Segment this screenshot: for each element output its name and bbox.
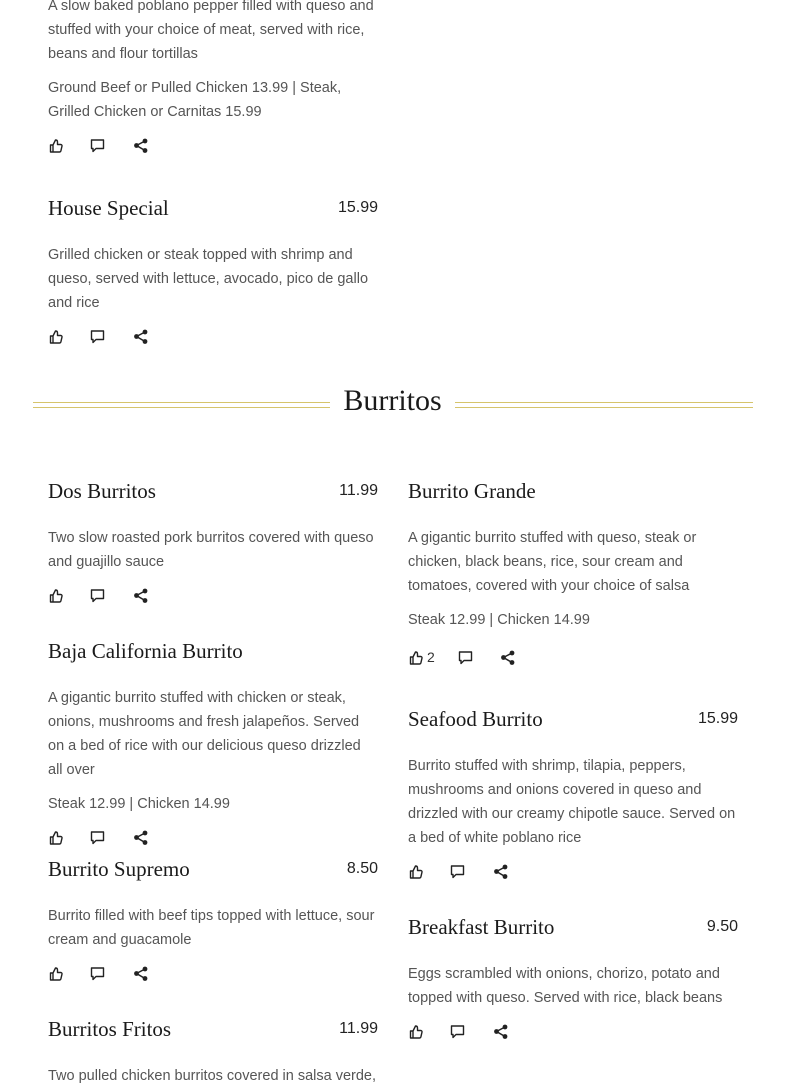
divider: [455, 402, 753, 408]
item-name: House Special: [48, 196, 169, 220]
item-description: Two slow roasted pork burritos covered with queso and guajillo sauce: [48, 530, 374, 570]
comment-button[interactable]: [90, 134, 105, 156]
comment-icon: [90, 966, 105, 981]
comment-button[interactable]: [90, 584, 105, 606]
thumbs-up-icon: [48, 138, 63, 153]
like-button[interactable]: [48, 584, 63, 606]
comment-icon: [450, 1024, 465, 1039]
item-price: 15.99: [697, 710, 738, 727]
item-price-options: Steak 12.99 | Chicken 14.99: [48, 796, 230, 812]
item-price-options: Ground Beef or Pulled Chicken 13.99 | Steak, Grilled Chicken or Carnitas 15.99: [48, 80, 342, 120]
comment-icon: [450, 864, 465, 879]
item-price-options: Steak 12.99 | Chicken 14.99: [408, 612, 590, 628]
like-button[interactable]: [48, 325, 63, 347]
item-price: 11.99: [339, 482, 378, 499]
comment-button[interactable]: [90, 325, 105, 347]
item-actions: [408, 1020, 738, 1042]
comment-icon: [90, 830, 105, 845]
share-button[interactable]: [493, 1020, 508, 1042]
item-description: Grilled chicken or steak topped with shrimp and queso, served with lettuce, avocado, pico de gallo and rice: [48, 247, 369, 311]
item-description: A gigantic burrito stuffed with chicken or steak, onions, mushrooms and fresh jalapeños. Served on a bed of rice with our delicious queso drizzled all over: [48, 690, 361, 778]
comment-button[interactable]: [450, 1020, 465, 1042]
thumbs-up-icon: [48, 329, 63, 344]
item-description: Two pulled chicken burritos covered in salsa verde,: [48, 1068, 377, 1084]
comment-button[interactable]: [458, 646, 473, 668]
share-button[interactable]: [133, 584, 148, 606]
menu-item-dos-burritos: [48, 476, 378, 606]
menu-item-stuffed-poblano: [48, 0, 378, 156]
item-actions: [48, 962, 378, 984]
share-button[interactable]: [133, 325, 148, 347]
menu-item-baja-california-burrito: [48, 636, 378, 848]
like-button[interactable]: [408, 860, 423, 882]
comment-icon: [458, 650, 473, 665]
share-icon: [133, 588, 148, 603]
comment-button[interactable]: [90, 962, 105, 984]
section-header-burritos: [33, 378, 753, 428]
item-name: Burrito Supremo: [48, 857, 190, 881]
share-icon: [133, 830, 148, 845]
section-title: Burritos: [343, 384, 442, 417]
comment-button[interactable]: [90, 826, 105, 848]
item-name: Breakfast Burrito: [408, 915, 555, 939]
menu-item-seafood-burrito: [408, 704, 738, 882]
item-description: A slow baked poblano pepper filled with queso and stuffed with your choice of meat, served with rice, beans and flour tortillas: [48, 0, 374, 62]
item-actions: [48, 584, 378, 606]
menu-item-house-special: [48, 193, 378, 347]
item-description: Eggs scrambled with onions, chorizo, potato and topped with queso. Served with rice, black beans: [408, 966, 723, 1006]
share-button[interactable]: [133, 962, 148, 984]
share-icon: [493, 1024, 508, 1039]
share-icon: [133, 966, 148, 981]
comment-icon: [90, 138, 105, 153]
item-price: 9.50: [706, 918, 738, 935]
like-count: 2: [427, 649, 435, 665]
item-description: A gigantic burrito stuffed with queso, steak or chicken, black beans, rice, sour cream and tomatoes, covered with your choice of salsa: [408, 530, 697, 594]
menu-item-burrito-supremo: [48, 854, 378, 984]
thumbs-up-icon: [408, 864, 423, 879]
share-icon: [133, 329, 148, 344]
comment-icon: [90, 588, 105, 603]
like-button[interactable]: [408, 646, 435, 668]
like-button[interactable]: [48, 134, 63, 156]
item-name: Seafood Burrito: [408, 707, 543, 731]
like-button[interactable]: [408, 1020, 423, 1042]
share-button[interactable]: [500, 646, 515, 668]
item-name: Dos Burritos: [48, 479, 156, 503]
share-icon: [500, 650, 515, 665]
thumbs-up-icon: [48, 588, 63, 603]
comment-icon: [90, 329, 105, 344]
item-price: 15.99: [337, 199, 378, 216]
share-button[interactable]: [133, 826, 148, 848]
like-button[interactable]: [48, 962, 63, 984]
item-description: Burrito filled with beef tips topped with lettuce, sour cream and guacamole: [48, 908, 375, 948]
menu-item-burritos-fritos: [48, 1014, 378, 1088]
menu-item-burrito-grande: [408, 476, 738, 668]
thumbs-up-icon: [48, 830, 63, 845]
like-button[interactable]: [48, 826, 63, 848]
item-actions: [408, 860, 738, 882]
item-actions: [48, 325, 378, 347]
divider: [33, 402, 330, 408]
comment-button[interactable]: [450, 860, 465, 882]
item-name: Burrito Grande: [408, 479, 536, 503]
share-icon: [493, 864, 508, 879]
share-icon: [133, 138, 148, 153]
thumbs-up-icon: [408, 1024, 423, 1039]
share-button[interactable]: [493, 860, 508, 882]
thumbs-up-icon: [48, 966, 63, 981]
item-actions: [48, 134, 378, 156]
item-name: Burritos Fritos: [48, 1017, 172, 1041]
item-description: Burrito stuffed with shrimp, tilapia, peppers, mushrooms and onions covered in queso and drizzled with our creamy chipotle sauce. Served on a bed of white poblano rice: [408, 758, 736, 846]
menu-item-breakfast-burrito: [408, 912, 738, 1042]
thumbs-up-icon: [408, 650, 423, 665]
item-price: 11.99: [339, 1020, 378, 1037]
item-price: 8.50: [346, 860, 378, 877]
item-actions: [408, 646, 738, 668]
item-name: Baja California Burrito: [48, 639, 243, 663]
item-actions: [48, 826, 378, 848]
share-button[interactable]: [133, 134, 148, 156]
